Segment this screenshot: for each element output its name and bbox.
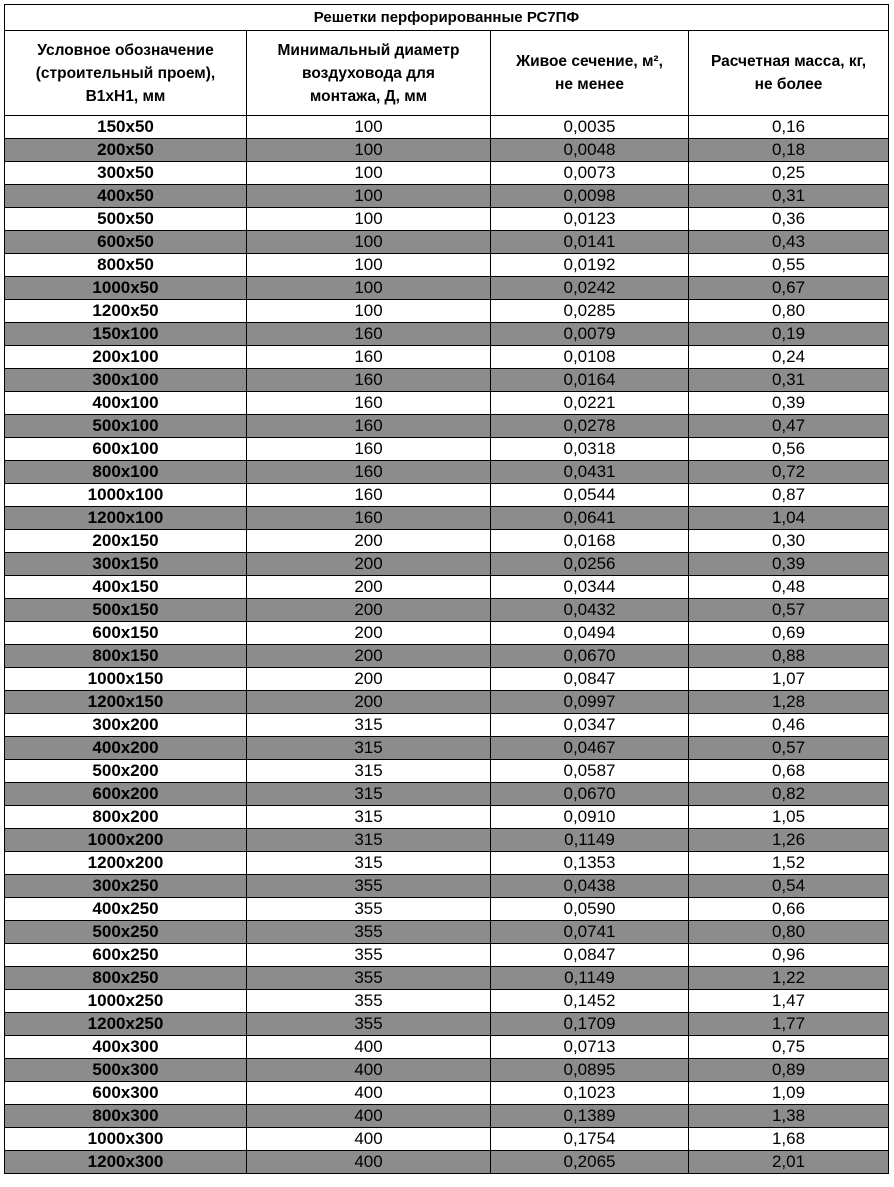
table-row: [5, 369, 889, 392]
cell-mass: 0,69: [689, 622, 889, 645]
cell-mass: 1,26: [689, 829, 889, 852]
cell-min-diameter: 160: [247, 438, 491, 461]
table-row: [5, 139, 889, 162]
header-line: Живое сечение, м²,: [516, 53, 663, 70]
spec-sheet: [4, 4, 888, 1174]
cell-mass: 0,88: [689, 645, 889, 668]
cell-mass: 2,01: [689, 1151, 889, 1174]
table-row: [5, 300, 889, 323]
cell-free-area: 0,0108: [491, 346, 689, 369]
cell-designation: 1000x150: [5, 668, 247, 691]
cell-designation: 400x50: [5, 185, 247, 208]
table-row: [5, 162, 889, 185]
cell-min-diameter: 400: [247, 1082, 491, 1105]
cell-designation: 1200x100: [5, 507, 247, 530]
cell-min-diameter: 160: [247, 323, 491, 346]
header-line: Минимальный диаметр: [277, 41, 460, 59]
cell-free-area: 0,0895: [491, 1059, 689, 1082]
cell-designation: 1000x50: [5, 277, 247, 300]
table-row: [5, 415, 889, 438]
cell-free-area: 0,1149: [491, 967, 689, 990]
header-line: (строительный проем),: [35, 64, 216, 82]
table-body: [5, 116, 889, 1174]
cell-mass: 0,87: [689, 484, 889, 507]
cell-min-diameter: 355: [247, 875, 491, 898]
cell-mass: 1,52: [689, 852, 889, 875]
cell-min-diameter: 100: [247, 116, 491, 139]
table-row: [5, 1013, 889, 1036]
cell-min-diameter: 160: [247, 484, 491, 507]
cell-designation: 500x300: [5, 1059, 247, 1082]
cell-min-diameter: 200: [247, 530, 491, 553]
cell-free-area: 0,0741: [491, 921, 689, 944]
table-row: [5, 990, 889, 1013]
cell-mass: 1,07: [689, 668, 889, 691]
cell-min-diameter: 100: [247, 254, 491, 277]
table-row: [5, 323, 889, 346]
cell-min-diameter: 200: [247, 645, 491, 668]
cell-free-area: 0,0079: [491, 323, 689, 346]
table-row: [5, 277, 889, 300]
header-line: В1хН1, мм: [85, 87, 166, 105]
cell-free-area: 0,0432: [491, 599, 689, 622]
cell-mass: 0,36: [689, 208, 889, 231]
cell-designation: 400x150: [5, 576, 247, 599]
cell-free-area: 0,0431: [491, 461, 689, 484]
table-row: [5, 254, 889, 277]
cell-free-area: 0,0242: [491, 277, 689, 300]
cell-free-area: 0,0670: [491, 645, 689, 668]
cell-mass: 0,66: [689, 898, 889, 921]
header-line: не более: [754, 76, 823, 93]
cell-min-diameter: 200: [247, 691, 491, 714]
cell-mass: 0,31: [689, 369, 889, 392]
cell-free-area: 0,0098: [491, 185, 689, 208]
cell-min-diameter: 100: [247, 300, 491, 323]
cell-free-area: 0,0670: [491, 783, 689, 806]
table-row: [5, 346, 889, 369]
cell-min-diameter: 400: [247, 1128, 491, 1151]
cell-min-diameter: 315: [247, 783, 491, 806]
table-row: [5, 1082, 889, 1105]
column-header-designation: [5, 31, 247, 116]
table-row: [5, 116, 889, 139]
cell-mass: 1,28: [689, 691, 889, 714]
cell-mass: 0,80: [689, 921, 889, 944]
cell-min-diameter: 355: [247, 898, 491, 921]
table-row: [5, 737, 889, 760]
cell-designation: 200x100: [5, 346, 247, 369]
cell-mass: 0,24: [689, 346, 889, 369]
cell-min-diameter: 315: [247, 737, 491, 760]
cell-free-area: 0,0847: [491, 944, 689, 967]
cell-designation: 300x150: [5, 553, 247, 576]
cell-min-diameter: 355: [247, 944, 491, 967]
cell-free-area: 0,1389: [491, 1105, 689, 1128]
cell-mass: 0,67: [689, 277, 889, 300]
cell-min-diameter: 315: [247, 714, 491, 737]
cell-free-area: 0,0467: [491, 737, 689, 760]
cell-min-diameter: 315: [247, 829, 491, 852]
cell-min-diameter: 315: [247, 852, 491, 875]
table-row: [5, 852, 889, 875]
table-row: [5, 921, 889, 944]
table-row: [5, 944, 889, 967]
table-row: [5, 461, 889, 484]
cell-mass: 0,56: [689, 438, 889, 461]
cell-free-area: 0,0221: [491, 392, 689, 415]
cell-designation: 150x100: [5, 323, 247, 346]
cell-mass: 0,57: [689, 599, 889, 622]
cell-designation: 1200x150: [5, 691, 247, 714]
cell-mass: 0,89: [689, 1059, 889, 1082]
cell-mass: 0,57: [689, 737, 889, 760]
cell-designation: 200x150: [5, 530, 247, 553]
cell-designation: 500x150: [5, 599, 247, 622]
cell-min-diameter: 200: [247, 668, 491, 691]
cell-free-area: 0,0494: [491, 622, 689, 645]
column-header-free-area: [491, 31, 689, 116]
cell-min-diameter: 355: [247, 1013, 491, 1036]
table-row: [5, 231, 889, 254]
cell-designation: 150x50: [5, 116, 247, 139]
cell-designation: 600x100: [5, 438, 247, 461]
cell-mass: 0,31: [689, 185, 889, 208]
column-header-min-diameter: [247, 31, 491, 116]
cell-mass: 1,05: [689, 806, 889, 829]
cell-free-area: 0,0073: [491, 162, 689, 185]
cell-free-area: 0,1709: [491, 1013, 689, 1036]
table-row: [5, 875, 889, 898]
cell-free-area: 0,0544: [491, 484, 689, 507]
cell-designation: 600x300: [5, 1082, 247, 1105]
cell-min-diameter: 160: [247, 415, 491, 438]
cell-min-diameter: 355: [247, 921, 491, 944]
cell-designation: 1200x300: [5, 1151, 247, 1174]
cell-mass: 0,75: [689, 1036, 889, 1059]
cell-designation: 400x250: [5, 898, 247, 921]
cell-designation: 800x50: [5, 254, 247, 277]
table-title: Решетки перфорированные РС7ПФ: [5, 5, 889, 31]
table-row: [5, 553, 889, 576]
header-line: Условное обозначение: [37, 41, 214, 59]
cell-min-diameter: 100: [247, 185, 491, 208]
table-row: [5, 208, 889, 231]
table-row: [5, 714, 889, 737]
cell-mass: 0,30: [689, 530, 889, 553]
cell-mass: 0,43: [689, 231, 889, 254]
table-row: [5, 645, 889, 668]
column-header-mass: [689, 31, 889, 116]
cell-designation: 1000x100: [5, 484, 247, 507]
cell-designation: 200x50: [5, 139, 247, 162]
cell-designation: 800x100: [5, 461, 247, 484]
cell-mass: 0,96: [689, 944, 889, 967]
table-row: [5, 1059, 889, 1082]
cell-free-area: 0,1149: [491, 829, 689, 852]
cell-min-diameter: 160: [247, 507, 491, 530]
cell-designation: 800x250: [5, 967, 247, 990]
cell-free-area: 0,0168: [491, 530, 689, 553]
cell-min-diameter: 200: [247, 622, 491, 645]
cell-mass: 1,38: [689, 1105, 889, 1128]
cell-min-diameter: 160: [247, 346, 491, 369]
cell-min-diameter: 200: [247, 553, 491, 576]
cell-min-diameter: 100: [247, 231, 491, 254]
cell-mass: 0,68: [689, 760, 889, 783]
cell-free-area: 0,0641: [491, 507, 689, 530]
cell-designation: 1000x300: [5, 1128, 247, 1151]
cell-free-area: 0,0910: [491, 806, 689, 829]
cell-free-area: 0,0048: [491, 139, 689, 162]
cell-free-area: 0,0347: [491, 714, 689, 737]
table-row: [5, 967, 889, 990]
cell-mass: 1,04: [689, 507, 889, 530]
cell-mass: 0,39: [689, 392, 889, 415]
cell-designation: 600x200: [5, 783, 247, 806]
table-row: [5, 622, 889, 645]
cell-designation: 600x250: [5, 944, 247, 967]
header-line: монтажа, Д, мм: [309, 87, 428, 105]
table-row: [5, 668, 889, 691]
cell-free-area: 0,0438: [491, 875, 689, 898]
cell-designation: 300x200: [5, 714, 247, 737]
grille-spec-table: [4, 4, 889, 1174]
cell-mass: 1,77: [689, 1013, 889, 1036]
table-row: [5, 438, 889, 461]
cell-mass: 0,25: [689, 162, 889, 185]
cell-free-area: 0,0997: [491, 691, 689, 714]
cell-free-area: 0,1023: [491, 1082, 689, 1105]
cell-free-area: 0,0256: [491, 553, 689, 576]
cell-free-area: 0,0285: [491, 300, 689, 323]
cell-designation: 800x300: [5, 1105, 247, 1128]
cell-mass: 1,09: [689, 1082, 889, 1105]
cell-free-area: 0,0035: [491, 116, 689, 139]
table-row: [5, 1105, 889, 1128]
table-row: [5, 1128, 889, 1151]
cell-designation: 1000x200: [5, 829, 247, 852]
table-row: [5, 392, 889, 415]
cell-designation: 500x100: [5, 415, 247, 438]
cell-min-diameter: 315: [247, 760, 491, 783]
cell-mass: 0,72: [689, 461, 889, 484]
cell-min-diameter: 100: [247, 208, 491, 231]
cell-designation: 400x100: [5, 392, 247, 415]
cell-min-diameter: 400: [247, 1105, 491, 1128]
cell-min-diameter: 100: [247, 139, 491, 162]
cell-mass: 0,18: [689, 139, 889, 162]
cell-free-area: 0,2065: [491, 1151, 689, 1174]
cell-mass: 0,48: [689, 576, 889, 599]
table-row: [5, 806, 889, 829]
cell-free-area: 0,1452: [491, 990, 689, 1013]
cell-min-diameter: 100: [247, 162, 491, 185]
cell-free-area: 0,0164: [491, 369, 689, 392]
cell-free-area: 0,1353: [491, 852, 689, 875]
cell-designation: 1000x250: [5, 990, 247, 1013]
cell-designation: 500x250: [5, 921, 247, 944]
cell-free-area: 0,0318: [491, 438, 689, 461]
cell-min-diameter: 160: [247, 369, 491, 392]
table-row: [5, 1036, 889, 1059]
cell-free-area: 0,0847: [491, 668, 689, 691]
table-row: [5, 507, 889, 530]
cell-min-diameter: 400: [247, 1151, 491, 1174]
cell-designation: 800x200: [5, 806, 247, 829]
title-row: [5, 5, 889, 31]
cell-min-diameter: 100: [247, 277, 491, 300]
cell-mass: 0,39: [689, 553, 889, 576]
cell-min-diameter: 160: [247, 461, 491, 484]
table-row: [5, 599, 889, 622]
cell-free-area: 0,0192: [491, 254, 689, 277]
table-row: [5, 829, 889, 852]
header-row: [5, 31, 889, 116]
cell-designation: 600x150: [5, 622, 247, 645]
table-row: [5, 185, 889, 208]
cell-mass: 0,19: [689, 323, 889, 346]
cell-min-diameter: 200: [247, 599, 491, 622]
cell-designation: 1200x200: [5, 852, 247, 875]
cell-free-area: 0,0590: [491, 898, 689, 921]
cell-designation: 1200x250: [5, 1013, 247, 1036]
cell-min-diameter: 355: [247, 990, 491, 1013]
header-line: воздуховода для: [302, 64, 435, 82]
cell-mass: 0,80: [689, 300, 889, 323]
cell-mass: 1,22: [689, 967, 889, 990]
table-row: [5, 484, 889, 507]
cell-free-area: 0,0587: [491, 760, 689, 783]
cell-min-diameter: 315: [247, 806, 491, 829]
cell-min-diameter: 400: [247, 1036, 491, 1059]
cell-mass: 0,82: [689, 783, 889, 806]
cell-free-area: 0,0344: [491, 576, 689, 599]
table-row: [5, 783, 889, 806]
header-line: Расчетная масса, кг,: [710, 53, 866, 70]
cell-mass: 0,47: [689, 415, 889, 438]
cell-designation: 800x150: [5, 645, 247, 668]
cell-min-diameter: 200: [247, 576, 491, 599]
cell-min-diameter: 400: [247, 1059, 491, 1082]
cell-designation: 400x300: [5, 1036, 247, 1059]
cell-mass: 0,54: [689, 875, 889, 898]
cell-mass: 1,68: [689, 1128, 889, 1151]
table-row: [5, 530, 889, 553]
cell-free-area: 0,0141: [491, 231, 689, 254]
cell-free-area: 0,0123: [491, 208, 689, 231]
cell-designation: 1200x50: [5, 300, 247, 323]
table-row: [5, 691, 889, 714]
cell-free-area: 0,0278: [491, 415, 689, 438]
cell-designation: 500x200: [5, 760, 247, 783]
cell-mass: 0,55: [689, 254, 889, 277]
cell-designation: 400x200: [5, 737, 247, 760]
cell-designation: 300x250: [5, 875, 247, 898]
cell-designation: 300x50: [5, 162, 247, 185]
cell-designation: 600x50: [5, 231, 247, 254]
header-line: не менее: [555, 76, 624, 93]
cell-mass: 0,46: [689, 714, 889, 737]
table-row: [5, 1151, 889, 1174]
table-row: [5, 576, 889, 599]
cell-designation: 500x50: [5, 208, 247, 231]
cell-min-diameter: 355: [247, 967, 491, 990]
cell-designation: 300x100: [5, 369, 247, 392]
cell-mass: 0,16: [689, 116, 889, 139]
cell-free-area: 0,1754: [491, 1128, 689, 1151]
cell-free-area: 0,0713: [491, 1036, 689, 1059]
cell-mass: 1,47: [689, 990, 889, 1013]
table-row: [5, 760, 889, 783]
table-row: [5, 898, 889, 921]
cell-min-diameter: 160: [247, 392, 491, 415]
